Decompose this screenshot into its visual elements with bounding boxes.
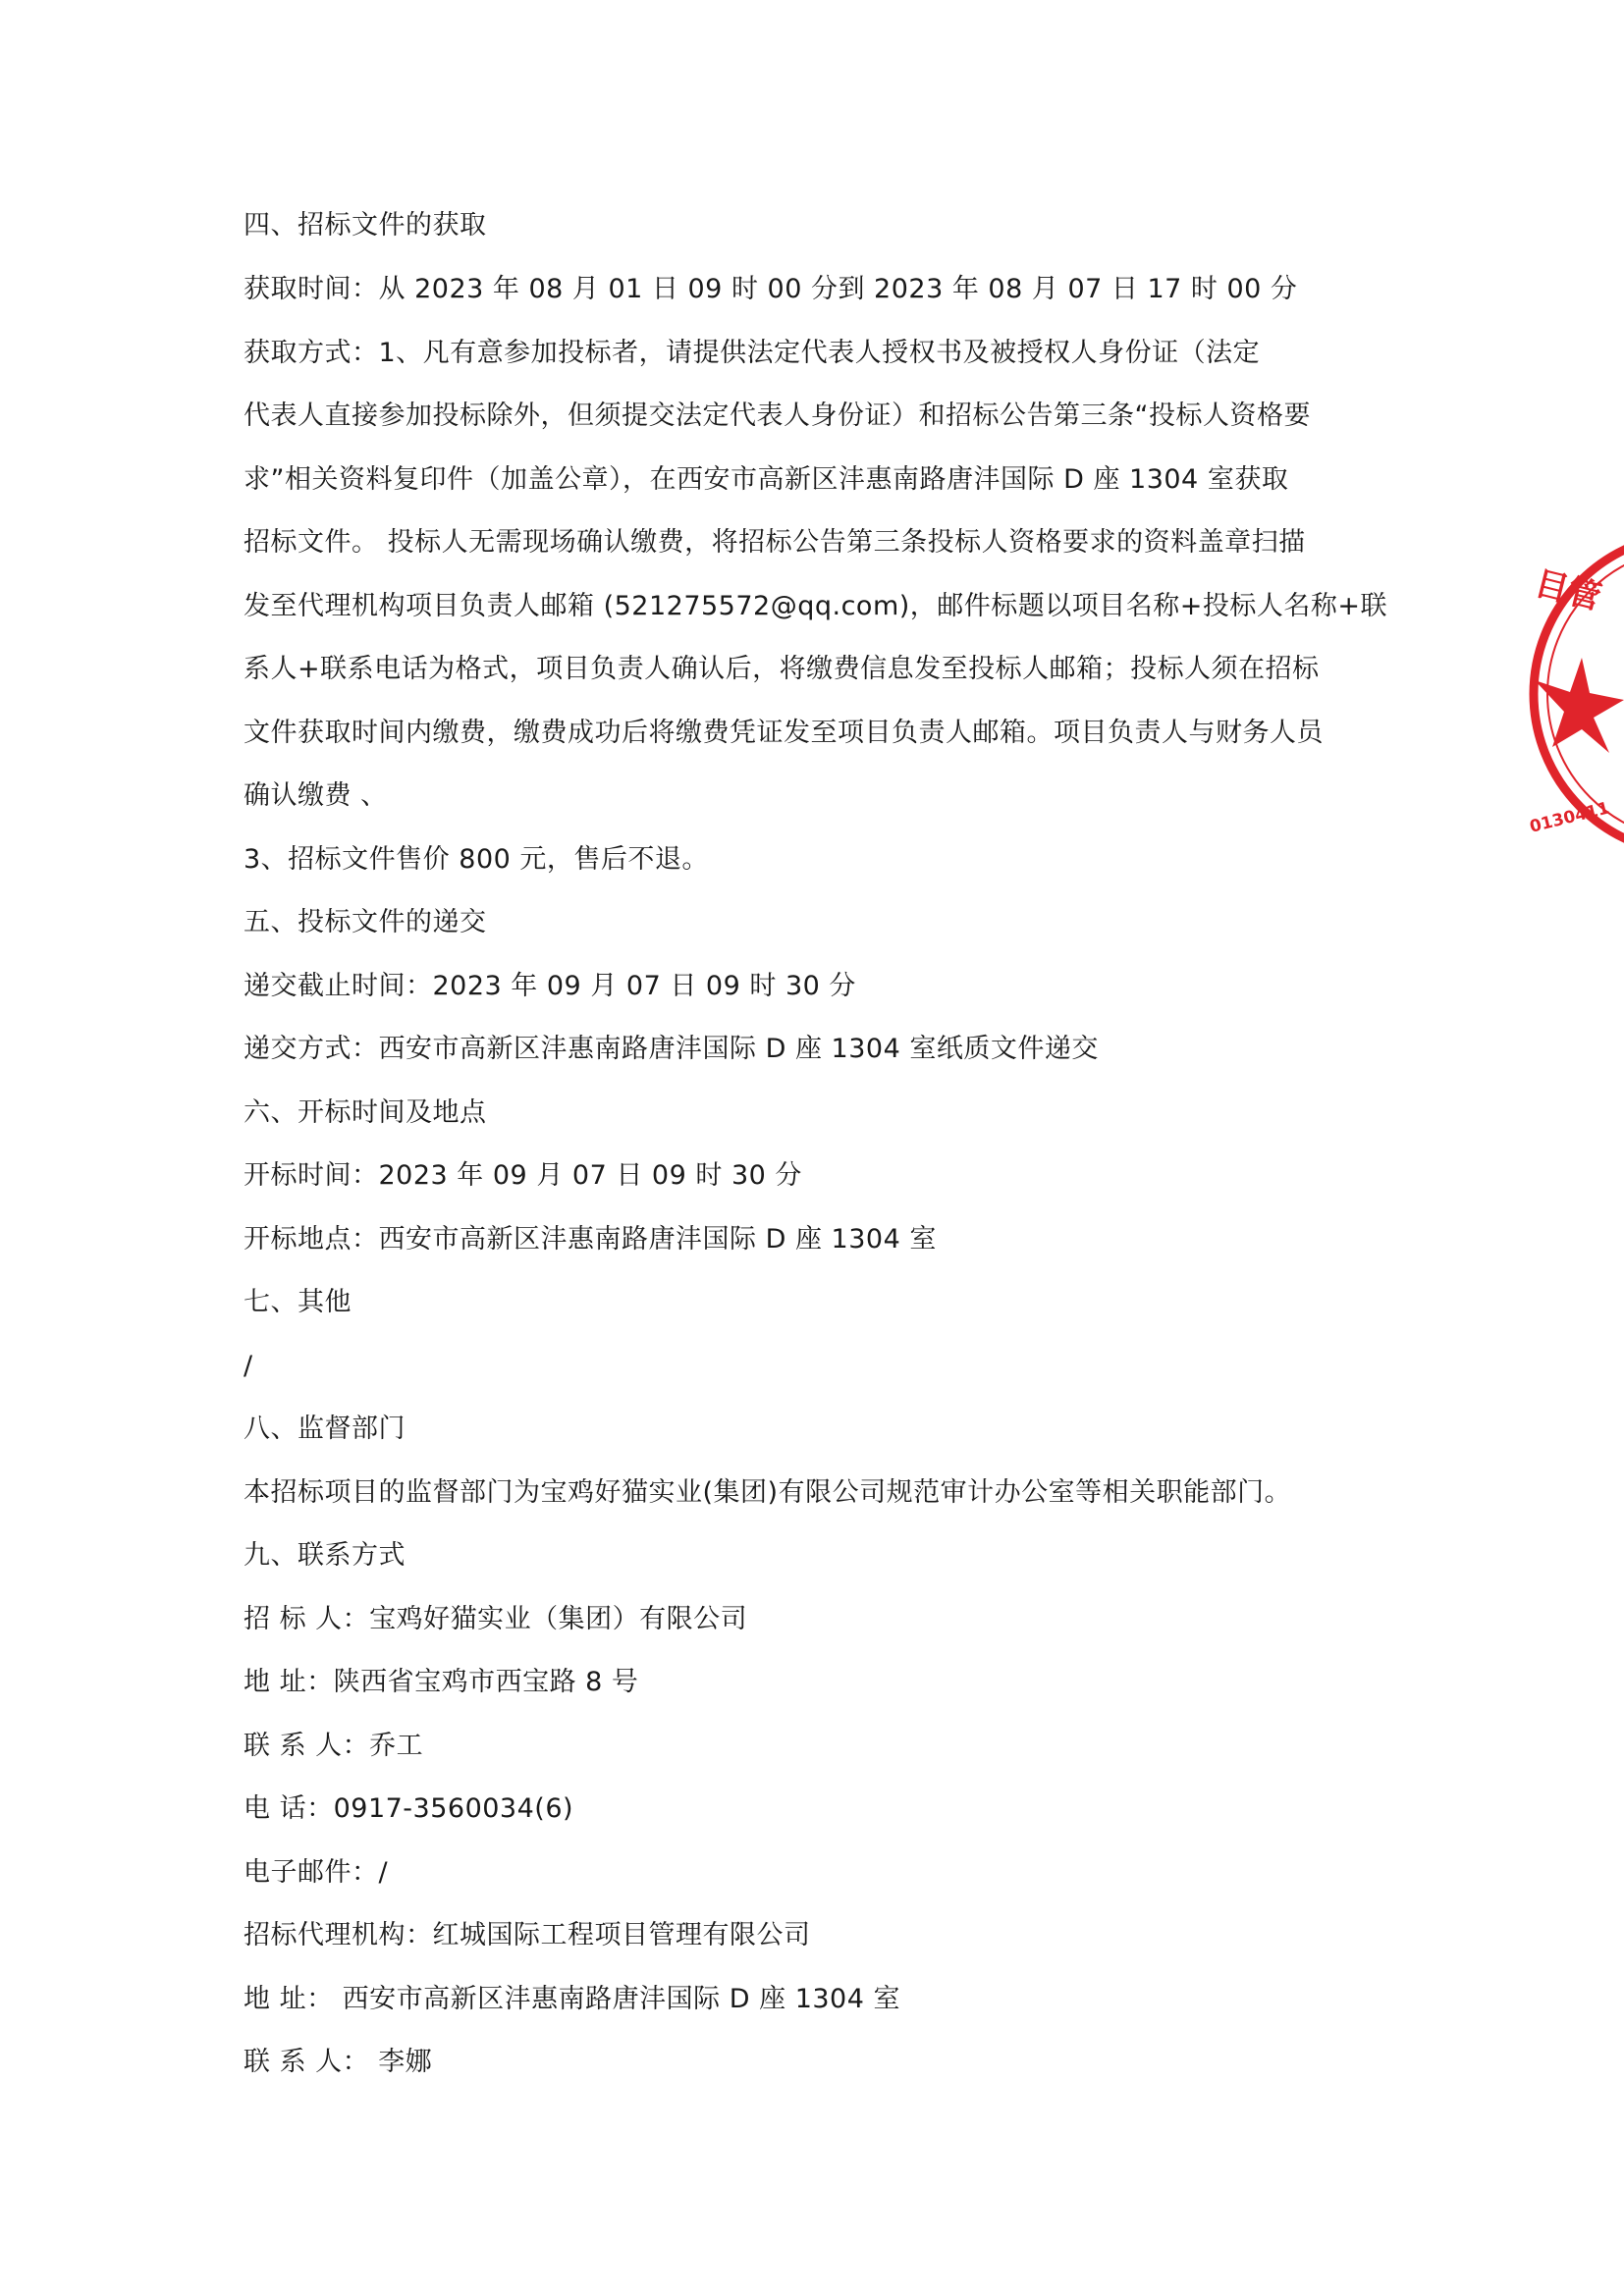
text-line: 招标文件。 投标人无需现场确认缴费，将招标公告第三条投标人资格要求的资料盖章扫描 <box>244 527 1306 558</box>
text-line: 3、招标文件售价 800 元，售后不退。 <box>244 844 709 875</box>
contact-line: 招标代理机构：红城国际工程项目管理有限公司 <box>244 1920 811 1950</box>
contact-line: 联 系 人：乔工 <box>244 1731 424 1761</box>
seal-icon <box>1527 525 1624 859</box>
text-line: 发至代理机构项目负责人邮箱 (521275572@qq.com)，邮件标题以项目名称+投标人名称+联 <box>244 591 1388 621</box>
company-seal-stamp <box>1527 525 1624 859</box>
text-line: 获取方式：1、凡有意参加投标者，请提供法定代表人授权书及被授权人身份证（法定 <box>244 338 1261 368</box>
contact-line: 电子邮件：/ <box>244 1857 389 1888</box>
svg-text:0130411: 0130411 <box>1527 798 1612 837</box>
contact-line: 招 标 人：宝鸡好猫实业（集团）有限公司 <box>244 1604 748 1634</box>
text-line: 求”相关资料复印件（加盖公章），在西安市高新区沣惠南路唐沣国际 D 座 1304 室获取 <box>244 464 1289 495</box>
text-line: 确认缴费 、 <box>244 780 388 811</box>
section-heading-5: 五、投标文件的递交 <box>244 907 487 937</box>
text-line: / <box>244 1351 253 1381</box>
text-line: 开标地点：西安市高新区沣惠南路唐沣国际 D 座 1304 室 <box>244 1224 937 1255</box>
section-heading-4: 四、招标文件的获取 <box>244 210 487 240</box>
svg-text:目管: 目管 <box>1531 563 1605 618</box>
section-heading-6: 六、开标时间及地点 <box>244 1097 487 1128</box>
section-heading-8: 八、监督部门 <box>244 1414 406 1444</box>
contact-line: 地 址： 西安市高新区沣惠南路唐沣国际 D 座 1304 室 <box>244 1984 900 2014</box>
text-line: 本招标项目的监督部门为宝鸡好猫实业(集团)有限公司规范审计办公室等相关职能部门。 <box>244 1477 1292 1508</box>
text-line: 递交截止时间：2023 年 09 月 07 日 09 时 30 分 <box>244 971 856 1001</box>
text-line: 系人+联系电话为格式，项目负责人确认后，将缴费信息发至投标人邮箱；投标人须在招标 <box>244 654 1320 684</box>
text-line: 递交方式：西安市高新区沣惠南路唐沣国际 D 座 1304 室纸质文件递交 <box>244 1034 1099 1064</box>
text-line: 代表人直接参加投标除外，但须提交法定代表人身份证）和招标公告第三条“投标人资格要 <box>244 400 1311 431</box>
text-line: 获取时间：从 2023 年 08 月 01 日 09 时 00 分到 2023 年 08 月 07 日 17 时 00 分 <box>244 274 1298 304</box>
text-line: 文件获取时间内缴费，缴费成功后将缴费凭证发至项目负责人邮箱。项目负责人与财务人员 <box>244 718 1324 748</box>
text-line: 开标时间：2023 年 09 月 07 日 09 时 30 分 <box>244 1160 802 1191</box>
contact-line: 地 址：陕西省宝鸡市西宝路 8 号 <box>244 1667 639 1697</box>
contact-line: 电 话：0917-3560034(6) <box>244 1793 574 1824</box>
section-heading-7: 七、其他 <box>244 1287 352 1317</box>
contact-line: 联 系 人： 李娜 <box>244 2047 433 2077</box>
section-heading-9: 九、联系方式 <box>244 1540 406 1571</box>
